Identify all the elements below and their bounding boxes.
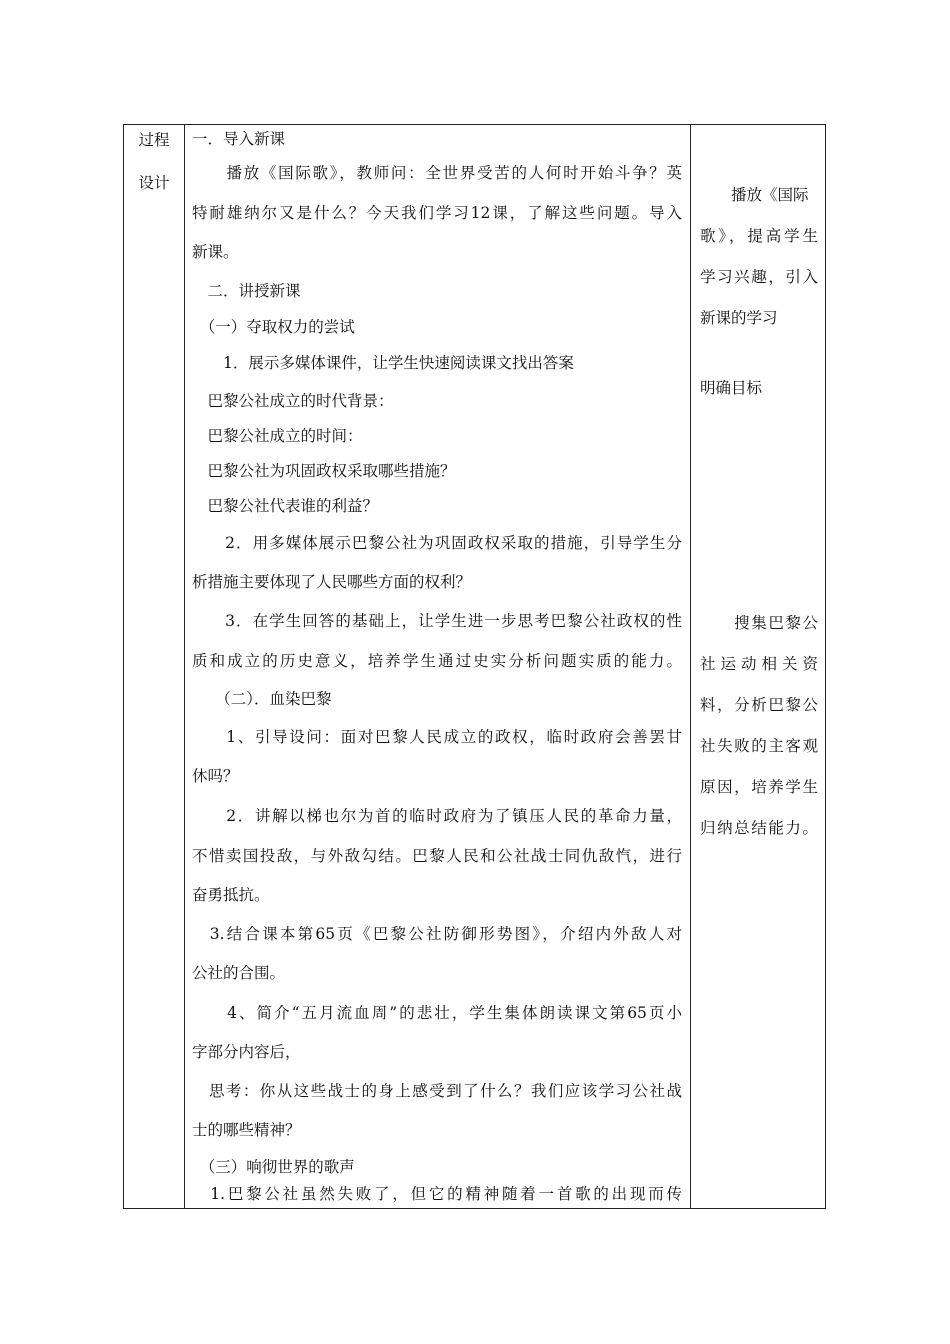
text-line: 巴黎公社为巩固政权采取哪些措施？: [192, 462, 456, 480]
note-line: 原因，培养学生: [700, 778, 818, 796]
note-line: 明确目标: [700, 379, 763, 397]
text-line: 不惜卖国投敌，与外敌勾结。巴黎人民和公社战士同仇敌忾，进行: [192, 847, 682, 865]
note-line: 料，分析巴黎公: [700, 696, 818, 714]
row-label: [124, 125, 184, 211]
text-line: 3.结合课本第65页《巴黎公社防御形势图》，介绍内外敌人对: [192, 925, 682, 943]
text-line: 巴黎公社成立的时代背景：: [192, 392, 394, 410]
text-line: 1、引导设问：面对巴黎人民成立的政权，临时政府会善罢甘: [192, 728, 682, 746]
text-line: 字部分内容后，: [192, 1043, 301, 1061]
text-line: 3．在学生回答的基础上，让学生进一步思考巴黎公社政权的性: [192, 612, 682, 630]
row-label-line: 过程: [138, 131, 170, 149]
text-line: 4、简介“五月流血周”的悲壮，学生集体朗读课文第65页小: [192, 1004, 682, 1022]
text-line: （三）响彻世界的歌声: [192, 1158, 355, 1176]
row-label-line: 设计: [138, 174, 170, 192]
text-line: 公社的合围。: [192, 964, 286, 982]
column-divider: [184, 125, 185, 1208]
text-line: 2．讲解以梯也尔为首的临时政府为了镇压人民的革命力量，: [192, 807, 682, 825]
note-line: 学习兴趣，引入: [700, 268, 818, 286]
note-line: 搜集巴黎公: [700, 614, 818, 632]
text-line: 思考：你从这些战士的身上感受到了什么？我们应该学习公社战: [192, 1082, 682, 1100]
text-line: 巴黎公社成立的时间：: [192, 427, 363, 445]
text-line: 新课。: [192, 243, 239, 261]
text-line: 士的哪些精神？: [192, 1121, 301, 1139]
text-line: 休吗？: [192, 767, 239, 785]
text-line: 1．展示多媒体课件，让学生快速阅读课文找出答案: [192, 354, 574, 372]
text-line: 质和成立的历史意义，培养学生通过史实分析问题实质的能力。: [192, 652, 682, 670]
text-line: 析措施主要体现了人民哪些方面的权利？: [192, 573, 472, 591]
text-line: （二）．血染巴黎: [192, 690, 332, 708]
text-line: 二．讲授新课: [192, 282, 301, 300]
note-line: 社失败的主客观: [700, 737, 818, 755]
note-line: 歌》，提高学生: [700, 227, 818, 245]
note-line: 社运动相关资: [700, 655, 818, 673]
text-line: 巴黎公社代表谁的利益？: [192, 497, 379, 515]
text-line: 特耐雄纳尔又是什么？今天我们学习12课，了解这些问题。导入: [192, 204, 682, 222]
text-line: 奋勇抵抗。: [192, 886, 270, 904]
note-line: 新课的学习: [700, 309, 778, 327]
note-line: 归纳总结能力。: [700, 819, 818, 837]
column-divider: [690, 125, 691, 1208]
text-line: （一）夺取权力的尝试: [192, 318, 355, 336]
text-line: 一．导入新课: [192, 130, 286, 148]
text-line: 播放《国际歌》，教师问：全世界受苦的人何时开始斗争？英: [192, 164, 682, 182]
note-line: 播放《国际: [700, 186, 809, 204]
text-line: 2．用多媒体展示巴黎公社为巩固政权采取的措施，引导学生分: [192, 534, 682, 552]
text-line: 1.巴黎公社虽然失败了，但它的精神随着一首歌的出现而传: [192, 1185, 682, 1203]
lesson-table: [123, 124, 826, 1209]
